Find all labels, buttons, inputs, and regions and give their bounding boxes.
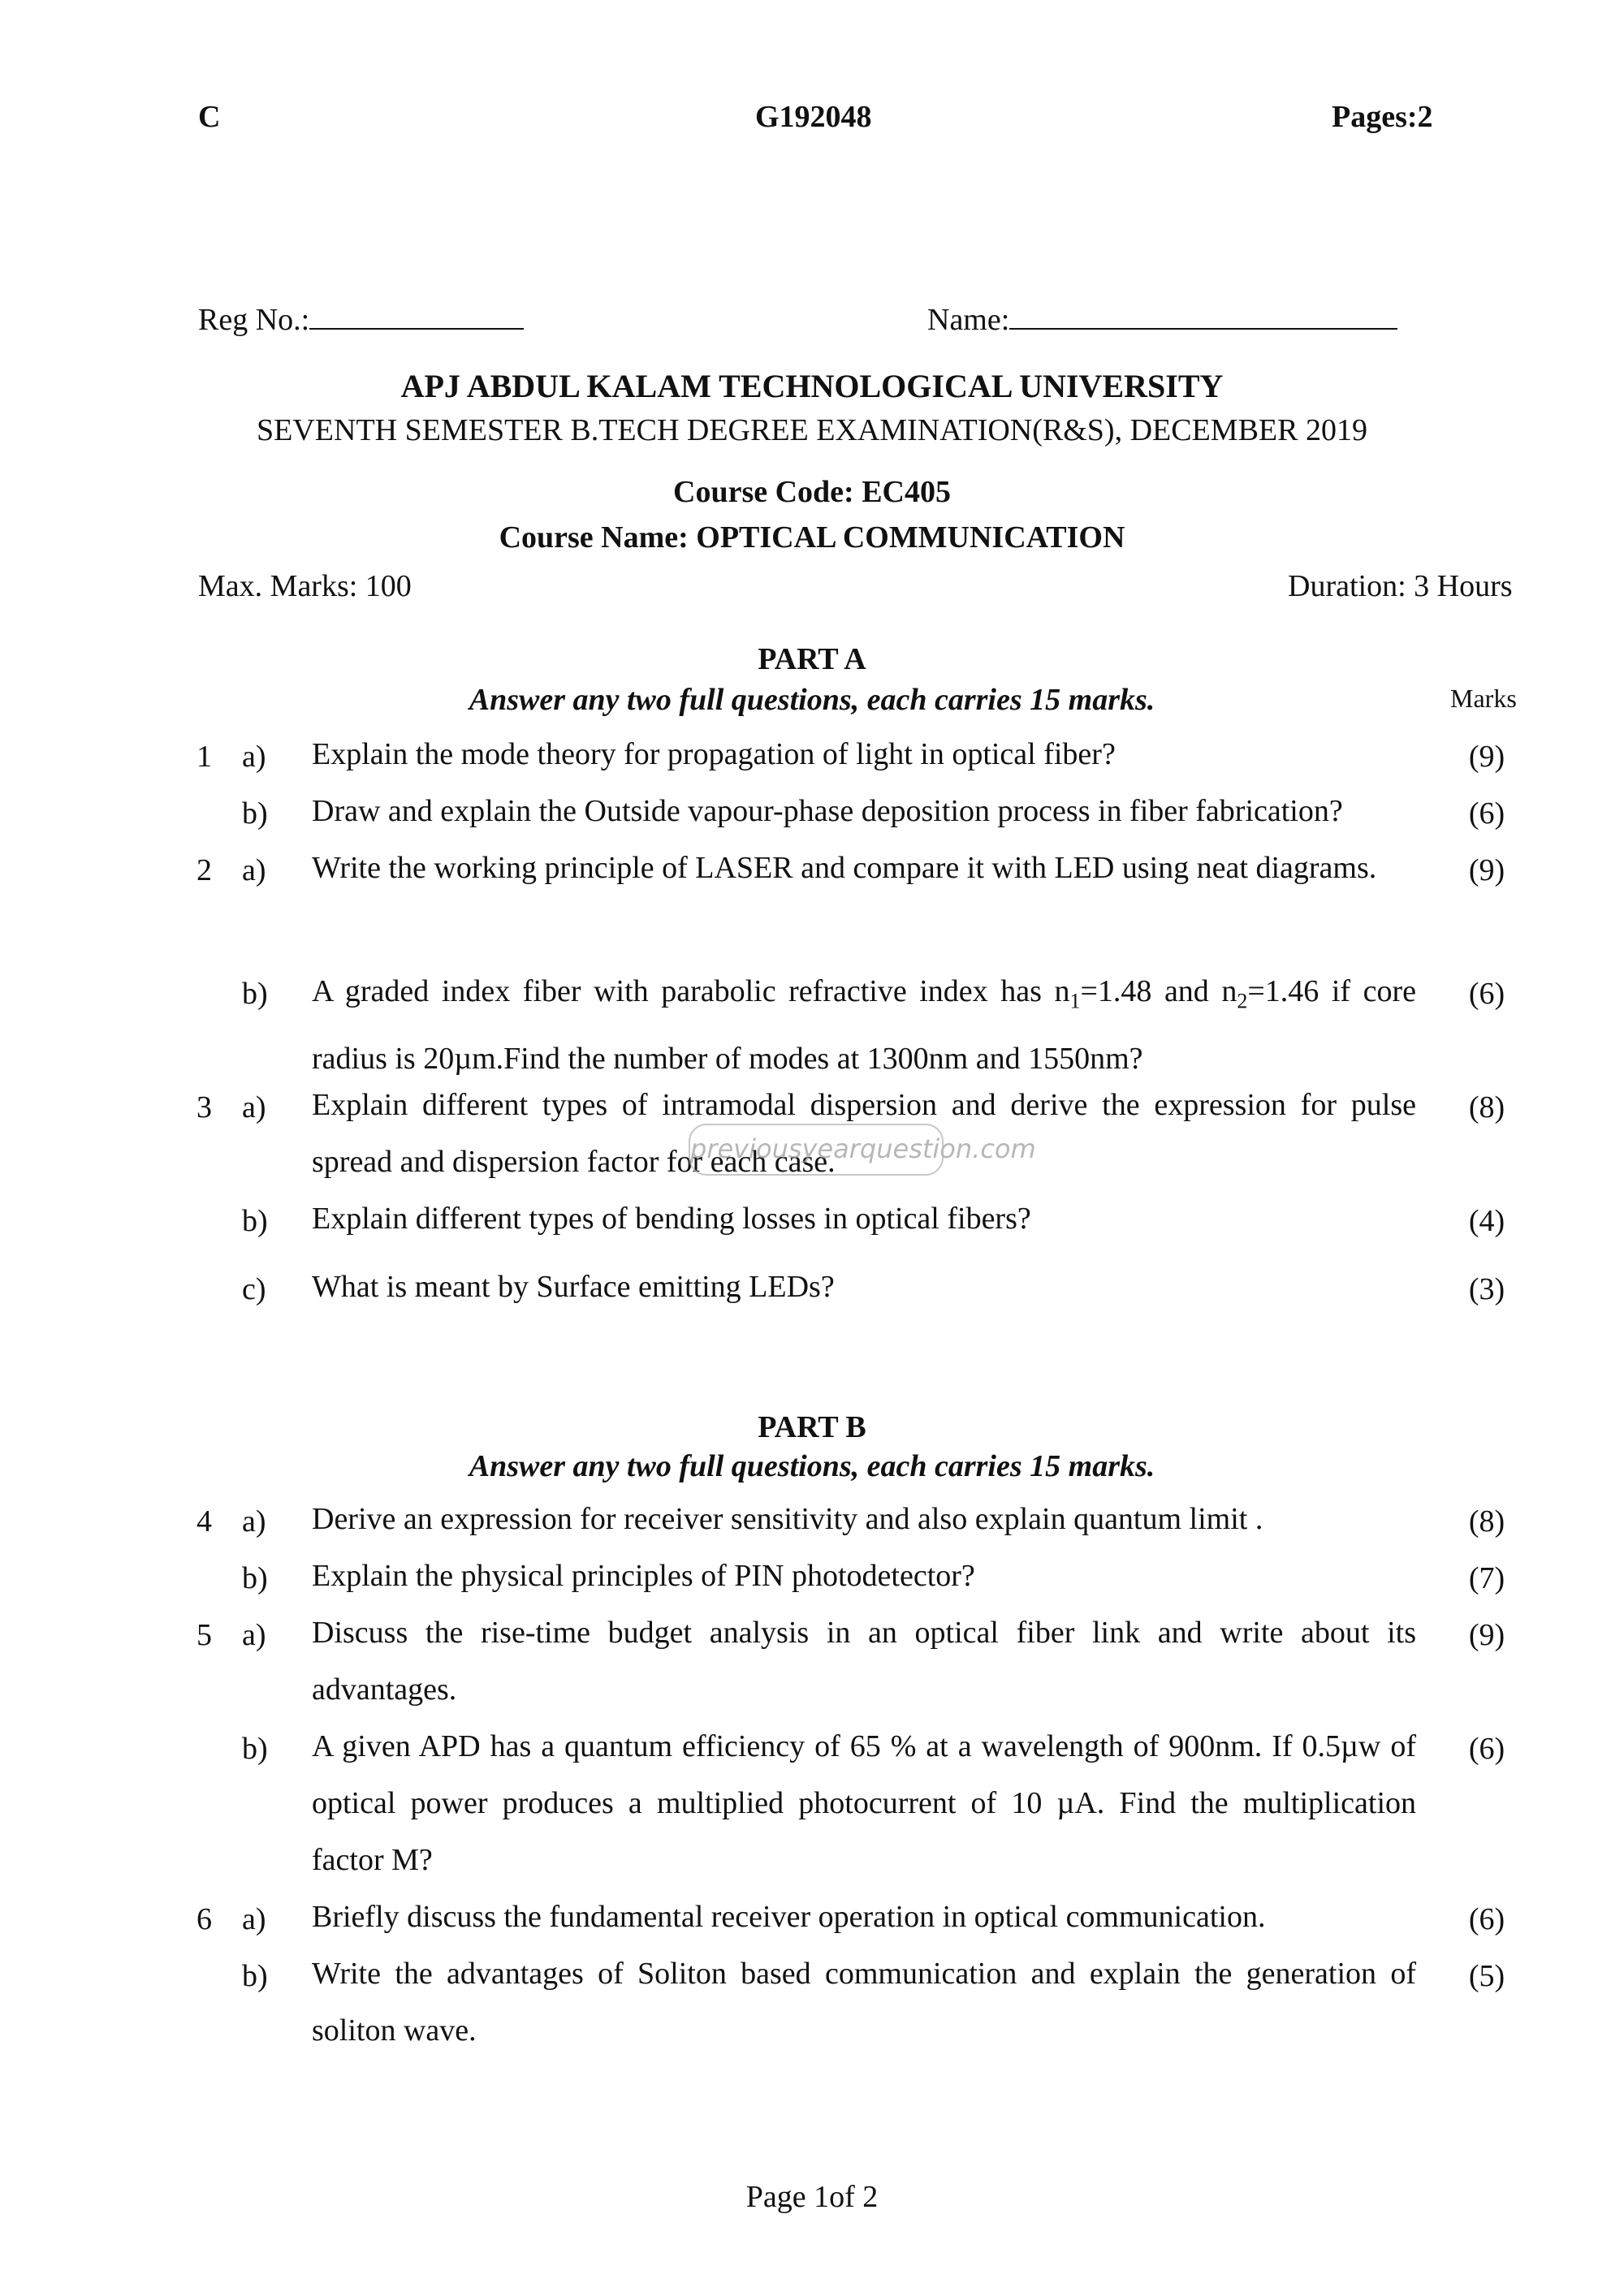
course-name: Course Name: OPTICAL COMMUNICATION: [499, 520, 1125, 555]
name-field: [927, 302, 1397, 338]
question-part: a): [242, 1618, 266, 1652]
question-text: A graded index fiber with parabolic refractive index has $n_1=1.48$ and $n_2=1.46$ if core radius is 20µm.Find the number of modes at 1300nm and 1550nm?: [312, 974, 1417, 1076]
question-part: a): [242, 853, 266, 887]
question-text: Write the working principle of LASER and compare it with LED using neat diagrams.: [312, 851, 1377, 885]
course-code: Course Code: EC405: [673, 475, 951, 509]
question-part: b): [242, 1561, 268, 1595]
question-part: b): [242, 796, 268, 831]
question-part: b): [242, 977, 268, 1011]
question-marks: (6): [1468, 1732, 1505, 1766]
question-part: b): [242, 1959, 268, 1993]
question-text: Explain different types of intramodal dispersion and derive the expression for pulse spread and dispersion factor for each case.: [312, 1088, 1416, 1179]
question-number: 2: [197, 853, 212, 887]
question-text: Explain the physical principles of PIN photodetector?: [312, 1559, 975, 1593]
question-text: What is meant by Surface emitting LEDs?: [312, 1270, 835, 1304]
question-part: b): [242, 1732, 268, 1766]
exam-title: SEVENTH SEMESTER B.TECH DEGREE EXAMINATION(R&S), DECEMBER 2019: [257, 413, 1367, 447]
question-part: b): [242, 1204, 268, 1238]
question-text: Draw and explain the Outside vapour-phase deposition process in fiber fabrication?: [312, 794, 1343, 828]
part-b-instruction: Answer any two full questions, each carries 15 marks.: [469, 1449, 1155, 1483]
header-series: C: [198, 100, 221, 134]
page-count: Pages:2: [1332, 100, 1433, 134]
reg-no-field: [198, 302, 524, 338]
question-marks: (7): [1468, 1561, 1505, 1595]
question-marks: (8): [1468, 1090, 1505, 1124]
name-blank: [1009, 328, 1397, 330]
part-a-title: PART A: [758, 642, 866, 676]
question-part: a): [242, 1504, 266, 1539]
question-number: 1: [197, 740, 212, 774]
duration: Duration: 3 Hours: [1288, 569, 1513, 603]
question-part: a): [242, 1090, 266, 1124]
question-marks: (6): [1468, 977, 1505, 1011]
question-marks: (3): [1468, 1272, 1505, 1306]
question-marks: (4): [1468, 1204, 1505, 1238]
question-marks: (9): [1468, 853, 1505, 887]
question-marks: (6): [1468, 796, 1505, 831]
university-title: APJ ABDUL KALAM TECHNOLOGICAL UNIVERSITY: [400, 368, 1224, 404]
question-text: Briefly discuss the fundamental receiver operation in optical communication.: [312, 1900, 1266, 1934]
reg-no-blank: [309, 328, 524, 330]
question-number: 5: [197, 1618, 212, 1652]
question-text: Derive an expression for receiver sensitivity and also explain quantum limit .: [312, 1502, 1263, 1536]
page-footer: Page 1of 2: [745, 2180, 879, 2214]
reg-no-label: Reg No.:: [198, 303, 310, 337]
question-part: c): [242, 1272, 266, 1306]
question-paper-code: G192048: [755, 100, 872, 134]
question-text: Discuss the rise-time budget analysis in an optical fiber link and write about its advantages.: [312, 1616, 1416, 1707]
question-marks: (5): [1468, 1959, 1505, 1993]
question-marks: (9): [1468, 740, 1505, 774]
question-number: 3: [197, 1090, 212, 1124]
question-part: a): [242, 1902, 266, 1936]
max-marks: Max. Marks: 100: [198, 569, 412, 603]
watermark-logo: previousyearquestion.com: [689, 1124, 944, 1176]
question-text: A given APD has a quantum efficiency of 65 % at a wavelength of 900nm. If 0.5µw of optical power produces a multiplied photocurrent of 10 µA. Find the multiplication factor M?: [312, 1729, 1416, 1877]
part-b-title: PART B: [758, 1410, 866, 1444]
question-part: a): [242, 740, 266, 774]
question-text: Write the advantages of Soliton based communication and explain the generation of soliton wave.: [312, 1957, 1416, 2048]
part-a-instruction: Answer any two full questions, each carries 15 marks.: [469, 683, 1155, 717]
question-text: Explain the mode theory for propagation of light in optical fiber?: [312, 737, 1116, 771]
question-number: 4: [197, 1504, 212, 1539]
question-marks: (9): [1468, 1618, 1505, 1652]
question-text: Explain different types of bending losses in optical fibers?: [312, 1202, 1031, 1236]
marks-header: Marks: [1450, 684, 1517, 713]
name-label: Name:: [927, 303, 1010, 337]
question-number: 6: [197, 1902, 212, 1936]
question-marks: (8): [1468, 1504, 1505, 1539]
question-marks: (6): [1468, 1902, 1505, 1936]
